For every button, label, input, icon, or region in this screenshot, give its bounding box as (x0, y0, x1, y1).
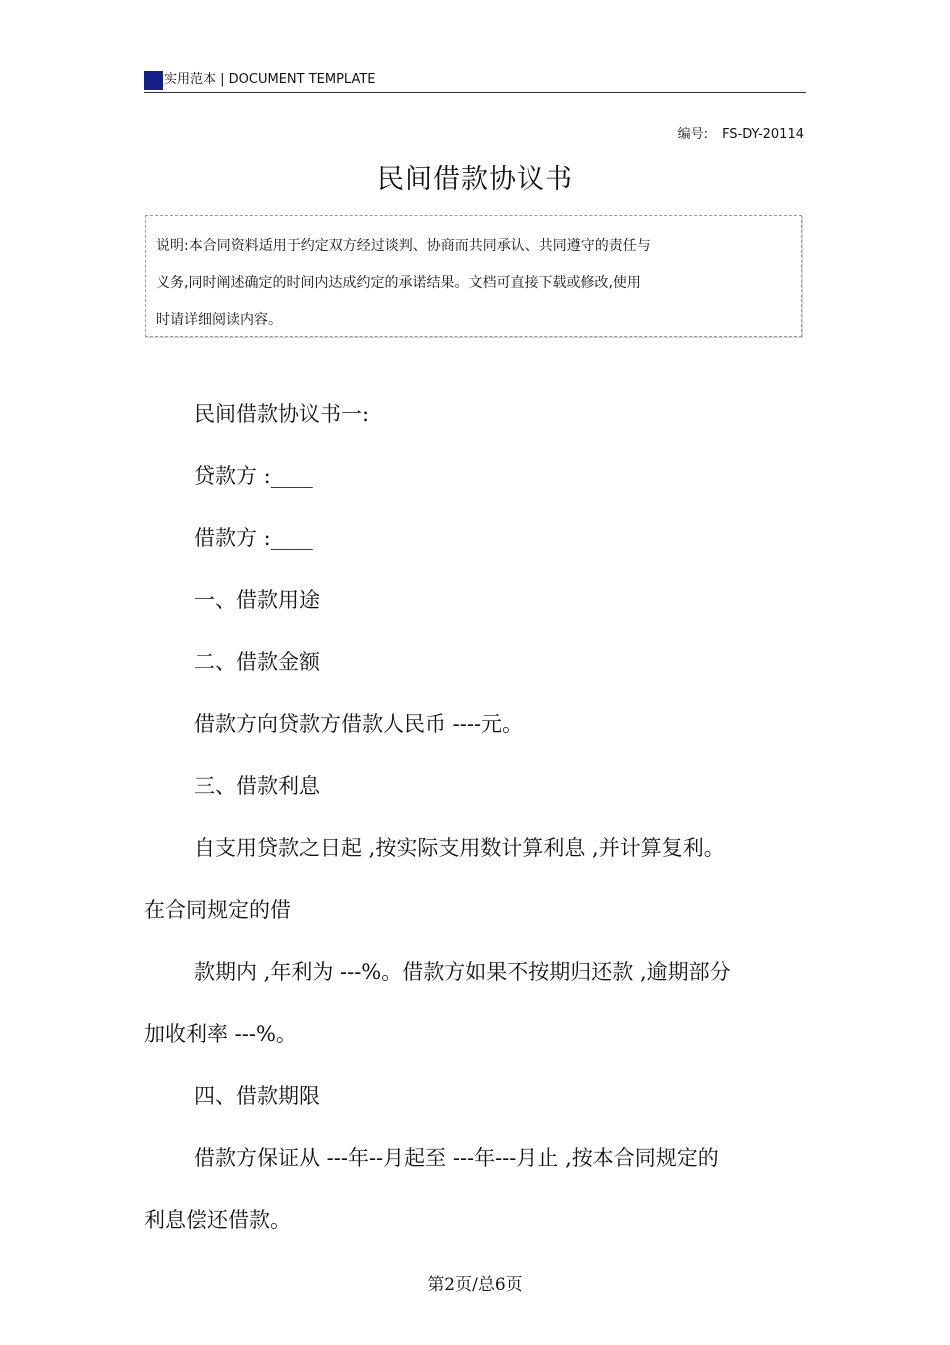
description-box (145, 215, 802, 337)
document-title: 民间借款协议书 (377, 164, 573, 195)
paragraph: 借款方向贷款方借款人民币 ----元。 (194, 712, 524, 736)
paragraph: 加收利率 ---%。 (144, 1022, 297, 1046)
section-heading: 民间借款协议书一: (194, 402, 370, 426)
paragraph: 借款方保证从 ---年--月起至 ---年---月止 ,按本合同规定的 (194, 1146, 719, 1170)
description-line: 时请详细阅读内容。 (156, 312, 282, 328)
paragraph: 款期内 ,年利为 ---%。借款方如果不按期归还款 ,逾期部分 (194, 960, 731, 984)
paragraph: 利息偿还借款。 (144, 1208, 291, 1232)
clause-heading: 一、借款用途 (194, 588, 320, 612)
description-line: 说明:本合同资料适用于约定双方经过谈判、协商而共同承认、共同遵守的责任与 (156, 238, 651, 254)
logo-square-icon (144, 71, 163, 90)
paragraph: 在合同规定的借 (144, 898, 291, 922)
clause-heading: 三、借款利息 (194, 774, 320, 798)
description-line: 义务,同时阐述确定的时间内达成约定的承诺结果。文档可直接下载或修改,使用 (156, 275, 641, 291)
clause-heading: 四、借款期限 (194, 1084, 320, 1108)
document-number (678, 127, 804, 143)
page-footer: 第2页/总6页 (427, 1275, 523, 1295)
paragraph: 自支用贷款之日起 ,按实际支用数计算利息 ,并计算复利。 (194, 836, 725, 860)
document-number-value: FS-DY-20114 (722, 127, 804, 142)
document-body (144, 383, 806, 1251)
lender-field: 贷款方 :____ (194, 464, 313, 488)
page-header (144, 70, 806, 93)
borrower-field: 借款方 :____ (194, 526, 313, 550)
document-number-label: 编号: (677, 127, 709, 142)
clause-heading: 二、借款金额 (194, 650, 320, 674)
header-text: 实用范本 | DOCUMENT TEMPLATE (164, 72, 376, 87)
